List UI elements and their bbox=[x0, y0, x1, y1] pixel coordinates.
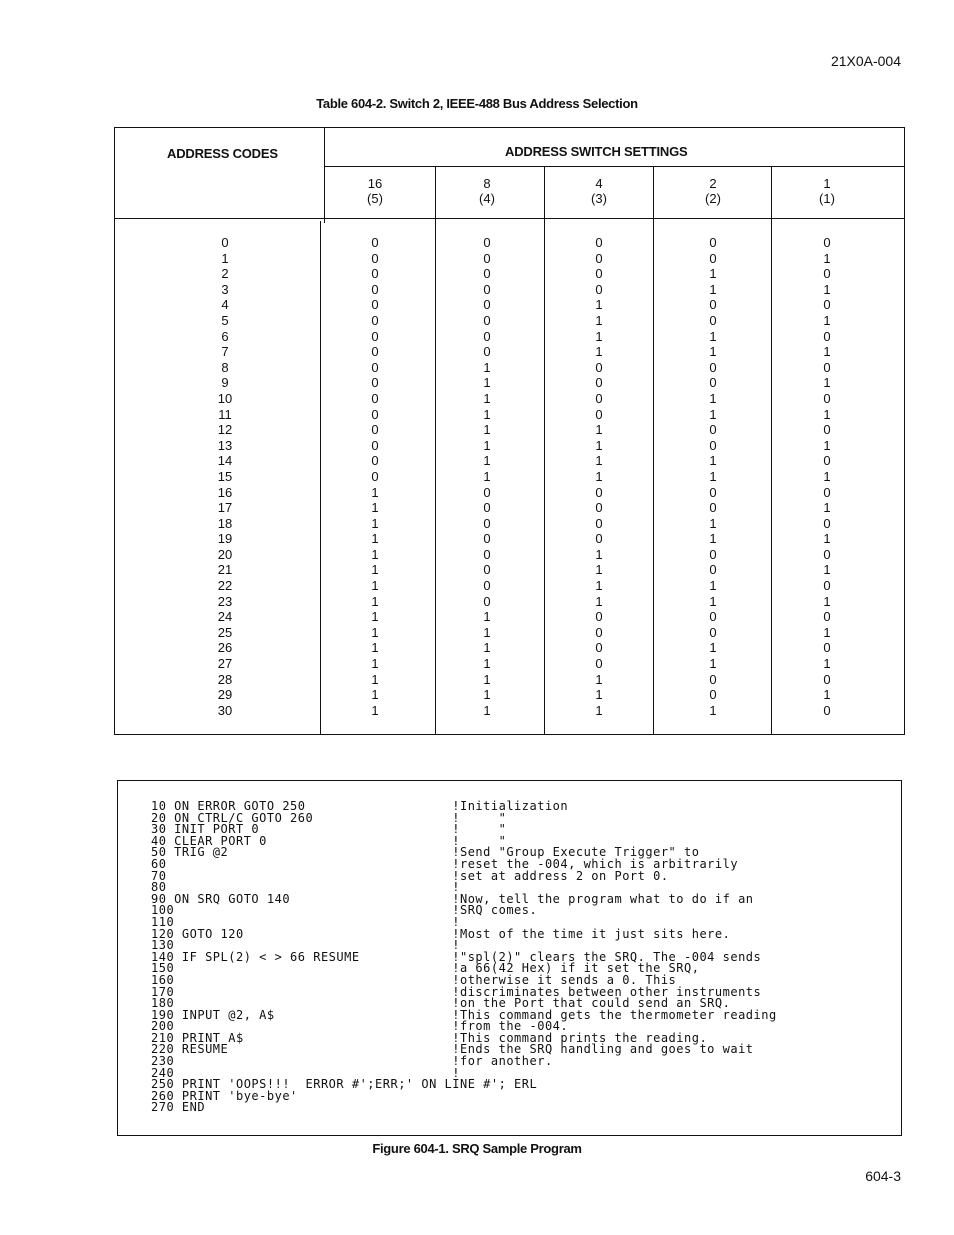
switch-setting-cell: 0 bbox=[595, 281, 603, 297]
program-line: 40 CLEAR PORT 0 ! " bbox=[151, 833, 507, 848]
address-code-cell: 28 bbox=[217, 671, 233, 687]
switch-8-column bbox=[467, 235, 507, 718]
address-code-cell: 5 bbox=[221, 312, 229, 328]
switch-setting-cell: 1 bbox=[709, 702, 717, 718]
switch-setting-cell: 0 bbox=[823, 266, 831, 282]
switch-setting-cell: 1 bbox=[595, 702, 603, 718]
switch-setting-cell: 1 bbox=[823, 562, 831, 578]
switch-setting-cell: 1 bbox=[371, 702, 379, 718]
figure-caption: Figure 604-1. SRQ Sample Program bbox=[372, 1141, 582, 1156]
address-code-cell: 3 bbox=[221, 281, 229, 297]
switch-setting-cell: 1 bbox=[595, 687, 603, 703]
switch-setting-cell: 1 bbox=[709, 328, 717, 344]
switch-setting-cell: 1 bbox=[371, 640, 379, 656]
switch-setting-cell: 1 bbox=[371, 656, 379, 672]
switch-setting-cell: 1 bbox=[595, 671, 603, 687]
program-line: 230 !for another. bbox=[151, 1054, 553, 1069]
switch-setting-cell: 1 bbox=[595, 312, 603, 328]
program-line: 140 IF SPL(2) < > 66 RESUME !"spl(2)" clears the SRQ. The -004 sends bbox=[151, 949, 762, 964]
header-address-codes: ADDRESS CODES bbox=[167, 146, 278, 161]
switch-position: (1) bbox=[819, 191, 835, 206]
switch-position: (4) bbox=[479, 191, 495, 206]
switch-setting-cell: 1 bbox=[823, 250, 831, 266]
program-line: 120 GOTO 120 !Most of the time it just sits here. bbox=[151, 926, 731, 941]
switch-setting-cell: 0 bbox=[595, 235, 603, 250]
switch-setting-cell: 1 bbox=[595, 328, 603, 344]
address-code-cell: 19 bbox=[217, 531, 233, 547]
switch-1-column bbox=[807, 235, 847, 718]
switch-setting-cell: 1 bbox=[823, 500, 831, 516]
switch-setting-cell: 0 bbox=[595, 250, 603, 266]
switch-setting-cell: 1 bbox=[595, 344, 603, 360]
switch-value: 4 bbox=[595, 176, 603, 191]
address-code-cell: 20 bbox=[217, 546, 233, 562]
address-code-cell: 9 bbox=[221, 375, 229, 391]
switch-col-16-header bbox=[355, 176, 395, 206]
program-line: 270 END bbox=[151, 1100, 206, 1115]
program-line: 180 !on the Port that could send an SRQ. bbox=[151, 996, 731, 1011]
switch-setting-cell: 0 bbox=[371, 390, 379, 406]
switch-setting-cell: 0 bbox=[709, 546, 717, 562]
switch-setting-cell: 0 bbox=[823, 422, 831, 438]
switch-setting-cell: 0 bbox=[371, 297, 379, 313]
switch-setting-cell: 0 bbox=[371, 312, 379, 328]
switch-setting-cell: 0 bbox=[823, 640, 831, 656]
switch-setting-cell: 1 bbox=[483, 656, 491, 672]
address-code-cell: 13 bbox=[217, 437, 233, 453]
switch-setting-cell: 1 bbox=[709, 578, 717, 594]
switch-setting-cell: 1 bbox=[371, 578, 379, 594]
switch-setting-cell: 0 bbox=[483, 484, 491, 500]
program-line: 190 INPUT @2, A$ !This command gets the thermometer reading bbox=[151, 1007, 777, 1022]
switch-setting-cell: 0 bbox=[823, 453, 831, 469]
rule bbox=[324, 166, 905, 167]
address-code-cell: 27 bbox=[217, 656, 233, 672]
switch-setting-cell: 0 bbox=[823, 359, 831, 375]
switch-setting-cell: 1 bbox=[823, 281, 831, 297]
switch-value: 16 bbox=[367, 176, 383, 191]
switch-setting-cell: 0 bbox=[823, 390, 831, 406]
program-line: 80 ! bbox=[151, 880, 460, 895]
switch-setting-cell: 0 bbox=[371, 375, 379, 391]
switch-setting-cell: 0 bbox=[483, 312, 491, 328]
switch-setting-cell: 1 bbox=[371, 593, 379, 609]
address-code-cell: 26 bbox=[217, 640, 233, 656]
switch-setting-cell: 1 bbox=[371, 671, 379, 687]
switch-setting-cell: 0 bbox=[595, 515, 603, 531]
switch-setting-cell: 1 bbox=[371, 546, 379, 562]
switch-setting-cell: 1 bbox=[595, 453, 603, 469]
rule bbox=[544, 166, 545, 735]
switch-setting-cell: 0 bbox=[595, 500, 603, 516]
switch-setting-cell: 0 bbox=[823, 702, 831, 718]
program-line: 170 !discriminates between other instruments bbox=[151, 984, 762, 999]
address-code-cell: 15 bbox=[217, 468, 233, 484]
switch-setting-cell: 0 bbox=[595, 624, 603, 640]
switch-setting-cell: 0 bbox=[823, 297, 831, 313]
switch-setting-cell: 1 bbox=[595, 297, 603, 313]
address-code-cell: 4 bbox=[221, 297, 229, 313]
switch-setting-cell: 1 bbox=[483, 671, 491, 687]
switch-setting-cell: 0 bbox=[709, 671, 717, 687]
switch-col-2-header bbox=[693, 176, 733, 206]
switch-setting-cell: 0 bbox=[709, 297, 717, 313]
switch-setting-cell: 1 bbox=[483, 453, 491, 469]
switch-setting-cell: 0 bbox=[595, 656, 603, 672]
switch-16-column bbox=[355, 235, 395, 718]
switch-setting-cell: 1 bbox=[823, 468, 831, 484]
switch-setting-cell: 0 bbox=[595, 390, 603, 406]
switch-setting-cell: 0 bbox=[371, 328, 379, 344]
program-line: 10 ON ERROR GOTO 250 !Initialization bbox=[151, 799, 569, 813]
switch-setting-cell: 0 bbox=[823, 515, 831, 531]
address-code-cell: 11 bbox=[218, 406, 232, 422]
switch-setting-cell: 0 bbox=[371, 437, 379, 453]
address-code-cell: 30 bbox=[217, 702, 233, 718]
switch-setting-cell: 1 bbox=[709, 281, 717, 297]
switch-setting-cell: 1 bbox=[709, 515, 717, 531]
program-line: 240 ! bbox=[151, 1065, 460, 1080]
switch-setting-cell: 0 bbox=[483, 515, 491, 531]
switch-setting-cell: 0 bbox=[595, 609, 603, 625]
switch-setting-cell: 0 bbox=[483, 578, 491, 594]
switch-setting-cell: 0 bbox=[595, 375, 603, 391]
switch-setting-cell: 1 bbox=[483, 624, 491, 640]
switch-setting-cell: 1 bbox=[483, 702, 491, 718]
switch-setting-cell: 0 bbox=[823, 546, 831, 562]
switch-setting-cell: 0 bbox=[709, 687, 717, 703]
switch-value: 8 bbox=[483, 176, 491, 191]
switch-setting-cell: 0 bbox=[823, 235, 831, 250]
switch-setting-cell: 1 bbox=[709, 468, 717, 484]
switch-col-8-header bbox=[467, 176, 507, 206]
program-line: 90 ON SRQ GOTO 140 !Now, tell the program what to do if an bbox=[151, 891, 754, 906]
switch-setting-cell: 1 bbox=[483, 359, 491, 375]
switch-setting-cell: 1 bbox=[823, 312, 831, 328]
switch-setting-cell: 1 bbox=[371, 609, 379, 625]
rule bbox=[653, 166, 654, 735]
switch-setting-cell: 0 bbox=[709, 562, 717, 578]
switch-setting-cell: 0 bbox=[709, 422, 717, 438]
switch-setting-cell: 1 bbox=[595, 562, 603, 578]
program-line: 130 ! bbox=[151, 938, 460, 953]
switch-setting-cell: 1 bbox=[709, 593, 717, 609]
switch-setting-cell: 0 bbox=[595, 266, 603, 282]
rule bbox=[771, 166, 772, 735]
address-code-cell: 16 bbox=[217, 484, 233, 500]
program-line: 110 ! bbox=[151, 914, 460, 929]
switch-setting-cell: 0 bbox=[709, 375, 717, 391]
switch-setting-cell: 1 bbox=[371, 484, 379, 500]
address-code-cell: 18 bbox=[217, 515, 233, 531]
switch-setting-cell: 0 bbox=[371, 406, 379, 422]
rule bbox=[435, 166, 436, 735]
program-line: 150 !a 66(42 Hex) if it set the SRQ, bbox=[151, 961, 700, 976]
switch-setting-cell: 1 bbox=[371, 624, 379, 640]
switch-setting-cell: 1 bbox=[595, 546, 603, 562]
address-code-cell: 12 bbox=[217, 422, 233, 438]
switch-setting-cell: 0 bbox=[823, 328, 831, 344]
header-switch-settings: ADDRESS SWITCH SETTINGS bbox=[505, 144, 688, 159]
address-table bbox=[114, 127, 905, 735]
address-code-cell: 24 bbox=[217, 609, 233, 625]
switch-setting-cell: 0 bbox=[483, 266, 491, 282]
switch-setting-cell: 1 bbox=[709, 390, 717, 406]
program-line: 160 !otherwise it sends a 0. This bbox=[151, 972, 677, 987]
switch-setting-cell: 1 bbox=[595, 422, 603, 438]
switch-setting-cell: 1 bbox=[483, 687, 491, 703]
program-line: 30 INIT PORT 0 ! " bbox=[151, 822, 507, 837]
switch-setting-cell: 1 bbox=[823, 375, 831, 391]
switch-setting-cell: 0 bbox=[483, 297, 491, 313]
table-caption: Table 604-2. Switch 2, IEEE-488 Bus Address Selection bbox=[316, 96, 638, 111]
switch-setting-cell: 1 bbox=[483, 375, 491, 391]
switch-setting-cell: 0 bbox=[371, 235, 379, 250]
switch-setting-cell: 0 bbox=[709, 359, 717, 375]
switch-setting-cell: 0 bbox=[483, 546, 491, 562]
switch-2-column bbox=[693, 235, 733, 718]
program-line: 60 !reset the -004, which is arbitrarily bbox=[151, 856, 739, 871]
switch-value: 2 bbox=[709, 176, 717, 191]
switch-setting-cell: 1 bbox=[371, 687, 379, 703]
address-code-cell: 7 bbox=[221, 344, 229, 360]
switch-setting-cell: 1 bbox=[483, 609, 491, 625]
switch-setting-cell: 1 bbox=[709, 406, 717, 422]
switch-value: 1 bbox=[823, 176, 831, 191]
switch-setting-cell: 1 bbox=[371, 515, 379, 531]
switch-setting-cell: 1 bbox=[483, 406, 491, 422]
switch-col-4-header bbox=[579, 176, 619, 206]
switch-setting-cell: 1 bbox=[371, 562, 379, 578]
switch-setting-cell: 0 bbox=[709, 312, 717, 328]
switch-setting-cell: 1 bbox=[483, 640, 491, 656]
switch-setting-cell: 0 bbox=[483, 328, 491, 344]
program-listing bbox=[151, 801, 777, 1114]
switch-setting-cell: 0 bbox=[371, 281, 379, 297]
address-code-column bbox=[205, 235, 245, 718]
switch-setting-cell: 1 bbox=[709, 531, 717, 547]
switch-setting-cell: 1 bbox=[823, 624, 831, 640]
program-line: 250 PRINT 'OOPS!!! ERROR #';ERR;' ON LINE #'; ERL bbox=[151, 1077, 538, 1092]
switch-setting-cell: 1 bbox=[483, 468, 491, 484]
switch-setting-cell: 0 bbox=[709, 609, 717, 625]
switch-setting-cell: 0 bbox=[371, 266, 379, 282]
program-line: 220 RESUME !Ends the SRQ handling and goes to wait bbox=[151, 1042, 754, 1057]
switch-setting-cell: 1 bbox=[371, 500, 379, 516]
program-line: 100 !SRQ comes. bbox=[151, 903, 538, 918]
rule bbox=[324, 128, 325, 223]
switch-setting-cell: 0 bbox=[595, 406, 603, 422]
switch-setting-cell: 0 bbox=[595, 359, 603, 375]
switch-setting-cell: 0 bbox=[483, 593, 491, 609]
switch-4-column bbox=[579, 235, 619, 718]
rule bbox=[320, 221, 321, 735]
switch-setting-cell: 0 bbox=[709, 437, 717, 453]
address-code-cell: 25 bbox=[217, 624, 233, 640]
switch-setting-cell: 0 bbox=[823, 671, 831, 687]
switch-setting-cell: 0 bbox=[371, 422, 379, 438]
switch-setting-cell: 0 bbox=[483, 250, 491, 266]
switch-setting-cell: 1 bbox=[483, 390, 491, 406]
switch-setting-cell: 1 bbox=[823, 593, 831, 609]
switch-setting-cell: 0 bbox=[483, 562, 491, 578]
switch-setting-cell: 1 bbox=[823, 531, 831, 547]
address-code-cell: 1 bbox=[221, 250, 229, 266]
switch-setting-cell: 0 bbox=[483, 500, 491, 516]
address-code-cell: 23 bbox=[217, 593, 233, 609]
switch-setting-cell: 0 bbox=[483, 344, 491, 360]
switch-setting-cell: 0 bbox=[595, 531, 603, 547]
srq-sample-program bbox=[117, 780, 902, 1136]
switch-position: (3) bbox=[591, 191, 607, 206]
address-code-cell: 17 bbox=[217, 500, 233, 516]
rule bbox=[115, 218, 905, 219]
switch-setting-cell: 1 bbox=[709, 656, 717, 672]
address-code-cell: 8 bbox=[221, 359, 229, 375]
switch-setting-cell: 1 bbox=[483, 422, 491, 438]
program-line: 50 TRIG @2 !Send "Group Execute Trigger" to bbox=[151, 845, 700, 860]
switch-setting-cell: 1 bbox=[709, 640, 717, 656]
switch-setting-cell: 0 bbox=[483, 281, 491, 297]
switch-setting-cell: 0 bbox=[371, 344, 379, 360]
switch-position: (5) bbox=[367, 191, 383, 206]
switch-position: (2) bbox=[705, 191, 721, 206]
program-line: 20 ON CTRL/C GOTO 260 ! " bbox=[151, 810, 507, 825]
switch-setting-cell: 0 bbox=[371, 468, 379, 484]
switch-setting-cell: 0 bbox=[709, 624, 717, 640]
switch-setting-cell: 1 bbox=[595, 593, 603, 609]
switch-setting-cell: 0 bbox=[823, 484, 831, 500]
switch-setting-cell: 1 bbox=[709, 344, 717, 360]
switch-setting-cell: 0 bbox=[483, 531, 491, 547]
switch-setting-cell: 0 bbox=[709, 235, 717, 250]
address-code-cell: 21 bbox=[217, 562, 233, 578]
address-code-cell: 22 bbox=[217, 578, 233, 594]
address-code-cell: 10 bbox=[217, 390, 233, 406]
switch-setting-cell: 1 bbox=[709, 453, 717, 469]
switch-setting-cell: 1 bbox=[595, 437, 603, 453]
switch-setting-cell: 0 bbox=[595, 640, 603, 656]
program-line: 260 PRINT 'bye-bye' bbox=[151, 1088, 298, 1103]
switch-setting-cell: 1 bbox=[483, 437, 491, 453]
switch-setting-cell: 1 bbox=[595, 578, 603, 594]
switch-setting-cell: 0 bbox=[823, 609, 831, 625]
program-line: 70 !set at address 2 on Port 0. bbox=[151, 868, 669, 883]
switch-setting-cell: 0 bbox=[371, 359, 379, 375]
switch-setting-cell: 1 bbox=[823, 656, 831, 672]
switch-setting-cell: 0 bbox=[823, 578, 831, 594]
switch-setting-cell: 1 bbox=[709, 266, 717, 282]
switch-setting-cell: 1 bbox=[371, 531, 379, 547]
program-line: 200 !from the -004. bbox=[151, 1019, 569, 1034]
switch-col-1-header bbox=[807, 176, 847, 206]
address-code-cell: 14 bbox=[217, 453, 233, 469]
switch-setting-cell: 1 bbox=[823, 406, 831, 422]
switch-setting-cell: 0 bbox=[709, 250, 717, 266]
address-code-cell: 2 bbox=[221, 266, 229, 282]
switch-setting-cell: 0 bbox=[709, 484, 717, 500]
switch-setting-cell: 1 bbox=[595, 468, 603, 484]
address-code-cell: 6 bbox=[221, 328, 229, 344]
document-id: 21X0A-004 bbox=[830, 53, 901, 69]
switch-setting-cell: 0 bbox=[483, 235, 491, 250]
address-code-cell: 0 bbox=[221, 235, 229, 250]
switch-setting-cell: 0 bbox=[371, 250, 379, 266]
switch-setting-cell: 1 bbox=[823, 344, 831, 360]
program-line: 210 PRINT A$ !This command prints the reading. bbox=[151, 1030, 708, 1045]
switch-setting-cell: 0 bbox=[709, 500, 717, 516]
address-code-cell: 29 bbox=[217, 687, 233, 703]
switch-setting-cell: 0 bbox=[371, 453, 379, 469]
page-number: 604-3 bbox=[865, 1168, 901, 1184]
switch-setting-cell: 1 bbox=[823, 437, 831, 453]
switch-setting-cell: 1 bbox=[823, 687, 831, 703]
switch-setting-cell: 0 bbox=[595, 484, 603, 500]
